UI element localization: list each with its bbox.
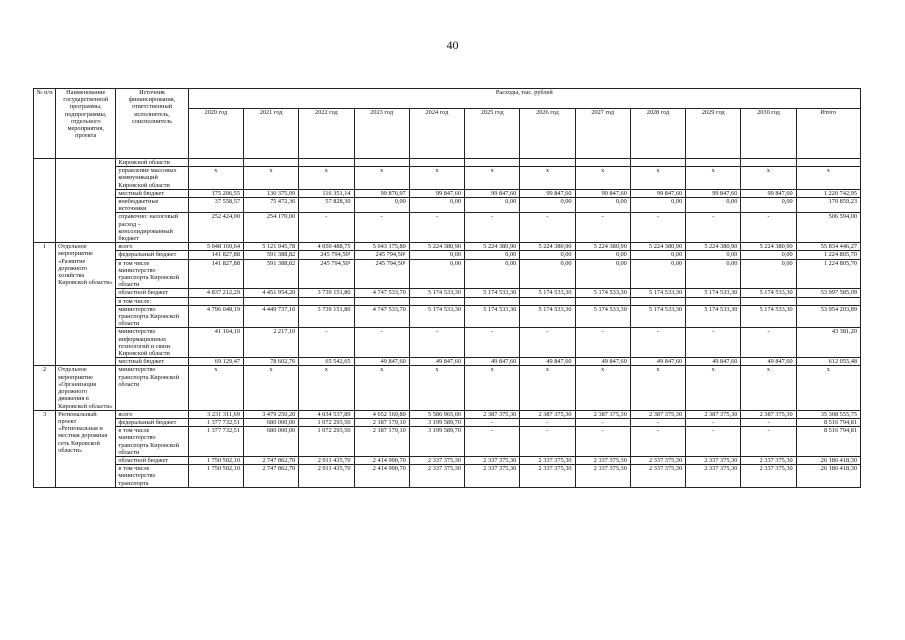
value-cell: 43 381,20 — [796, 328, 860, 358]
header-year: 2023 год — [354, 109, 409, 159]
value-cell: 99 876,97 — [354, 189, 409, 197]
value-cell: x — [686, 167, 741, 190]
header-year: 2022 год — [299, 109, 354, 159]
value-cell — [354, 297, 409, 305]
header-year: 2026 год — [520, 109, 575, 159]
value-cell: 49 847,60 — [630, 358, 685, 366]
value-cell: x — [741, 167, 796, 190]
value-cell: 99 847,60 — [409, 189, 464, 197]
table-row — [34, 410, 861, 418]
value-cell: - — [520, 213, 575, 243]
value-cell: 0,00 — [630, 259, 685, 289]
row-number: 1 — [34, 243, 56, 366]
value-cell: 1 377 732,51 — [188, 427, 243, 457]
value-cell: 506 594,00 — [796, 213, 860, 243]
value-cell: 5 174 533,30 — [630, 305, 685, 328]
value-cell: 254 170,00 — [243, 213, 298, 243]
value-cell: 245 794,50¹ — [299, 259, 354, 289]
value-cell: 2 387 375,30 — [575, 410, 630, 418]
funding-source: местный бюджет — [116, 358, 188, 366]
value-cell: 8 516 794,81 — [796, 427, 860, 457]
value-cell: 2 337 375,30 — [741, 465, 796, 488]
value-cell: 5 224 380,90 — [575, 243, 630, 251]
value-cell: 3 479 250,20 — [243, 410, 298, 418]
program-name: Отдельное мероприятие «Развитие дорожного хозяйства Кировской области» — [56, 243, 116, 366]
value-cell: 5 174 533,30 — [409, 305, 464, 328]
value-cell: - — [741, 213, 796, 243]
value-cell: 5 174 533,30 — [630, 289, 685, 297]
value-cell: 3 739 151,80 — [299, 305, 354, 328]
value-cell: 3 231 311,69 — [188, 410, 243, 418]
value-cell: 116 351,14 — [299, 189, 354, 197]
value-cell: x — [575, 167, 630, 190]
value-cell: 99 847,60 — [686, 189, 741, 197]
value-cell: 49 847,60 — [354, 358, 409, 366]
value-cell: x — [686, 366, 741, 410]
value-cell: 4 796 048,19 — [188, 305, 243, 328]
value-cell: 3 199 589,70 — [409, 418, 464, 426]
value-cell: 37 558,57 — [188, 198, 243, 213]
value-cell: 2 337 375,30 — [520, 456, 575, 464]
value-cell: 175 206,55 — [188, 189, 243, 197]
header-year: 2024 год — [409, 109, 464, 159]
row-number: 3 — [34, 410, 56, 487]
table-row — [34, 427, 861, 457]
header-year: 2027 год — [575, 109, 630, 159]
value-cell: 680 000,00 — [243, 418, 298, 426]
value-cell: 69 129,47 — [188, 358, 243, 366]
value-cell: 2 747 862,70 — [243, 465, 298, 488]
value-cell: - — [686, 328, 741, 358]
value-cell: 49 847,60 — [409, 358, 464, 366]
value-cell: 53 997 585,09 — [796, 289, 860, 297]
value-cell: 170 859,23 — [796, 198, 860, 213]
value-cell: 591 388,82 — [243, 251, 298, 259]
funding-source: министерство информационных технологий и связи Кировской области — [116, 328, 188, 358]
table-row — [34, 251, 861, 259]
budget-table — [33, 88, 861, 488]
value-cell: 0,00 — [465, 198, 520, 213]
funding-source: в том числе министерство транспорта Кировской области — [116, 259, 188, 289]
value-cell: - — [630, 328, 685, 358]
value-cell: 49 847,60 — [465, 358, 520, 366]
value-cell: 99 847,60 — [741, 189, 796, 197]
value-cell: 2 337 375,30 — [520, 465, 575, 488]
value-cell: 5 174 533,30 — [520, 305, 575, 328]
value-cell: 3 739 151,80 — [299, 289, 354, 297]
header-year: 2028 год — [630, 109, 685, 159]
funding-source: Кировской области — [116, 159, 188, 167]
funding-source: управление массовых коммуникаций Кировской области — [116, 167, 188, 190]
value-cell: x — [741, 366, 796, 410]
value-cell — [520, 297, 575, 305]
value-cell: 680 000,00 — [243, 427, 298, 457]
value-cell: 5 586 965,00 — [409, 410, 464, 418]
value-cell: x — [299, 167, 354, 190]
value-cell: 2 911 435,70 — [299, 456, 354, 464]
value-cell: 141 827,88 — [188, 251, 243, 259]
value-cell: 2 337 375,30 — [409, 456, 464, 464]
table-row — [34, 159, 861, 167]
value-cell: 1 072 293,50 — [299, 427, 354, 457]
value-cell: 2 387 375,30 — [741, 410, 796, 418]
value-cell: - — [409, 213, 464, 243]
value-cell — [630, 297, 685, 305]
value-cell: x — [354, 167, 409, 190]
value-cell: 57 828,30 — [299, 198, 354, 213]
value-cell: - — [575, 328, 630, 358]
value-cell — [243, 159, 298, 167]
value-cell — [520, 159, 575, 167]
value-cell: 2 337 375,30 — [575, 465, 630, 488]
value-cell: - — [354, 328, 409, 358]
table-row — [34, 213, 861, 243]
value-cell: 5 224 380,90 — [409, 243, 464, 251]
value-cell: 5 174 533,30 — [520, 289, 575, 297]
value-cell: 0,00 — [686, 259, 741, 289]
value-cell: 245 794,50¹ — [354, 259, 409, 289]
funding-source: внебюджетные источники — [116, 198, 188, 213]
header-year: 2021 год — [243, 109, 298, 159]
value-cell: 0,00 — [741, 259, 796, 289]
value-cell: 1 224 805,70 — [796, 251, 860, 259]
funding-source: областной бюджет — [116, 456, 188, 464]
header-expenses: Расходы, тыс. рублей — [188, 89, 860, 109]
value-cell — [796, 297, 860, 305]
value-cell: x — [520, 366, 575, 410]
value-cell: 49 847,60 — [686, 358, 741, 366]
value-cell — [188, 159, 243, 167]
value-cell: - — [520, 427, 575, 457]
value-cell: x — [188, 366, 243, 410]
value-cell: x — [409, 167, 464, 190]
value-cell: 0,00 — [630, 251, 685, 259]
page-number: 40 — [446, 38, 459, 52]
value-cell — [575, 159, 630, 167]
value-cell: 1 377 732,51 — [188, 418, 243, 426]
value-cell: 5 224 380,90 — [741, 243, 796, 251]
value-cell: 0,00 — [686, 198, 741, 213]
value-cell: - — [520, 328, 575, 358]
value-cell: - — [409, 328, 464, 358]
value-cell: 0,00 — [409, 259, 464, 289]
header-year: 2029 год — [686, 109, 741, 159]
value-cell — [630, 159, 685, 167]
value-cell: x — [409, 366, 464, 410]
value-cell: - — [465, 213, 520, 243]
value-cell: 0,00 — [465, 259, 520, 289]
program-name — [56, 159, 116, 243]
value-cell: 245 794,50¹ — [299, 251, 354, 259]
value-cell: x — [796, 167, 860, 190]
value-cell: 4 449 737,10 — [243, 305, 298, 328]
value-cell: 2 187 179,10 — [354, 418, 409, 426]
value-cell: 1 072 293,50 — [299, 418, 354, 426]
value-cell: - — [741, 427, 796, 457]
funding-source: в том числе министерство транспорта Кировской области — [116, 427, 188, 457]
value-cell: 2 387 375,30 — [630, 410, 685, 418]
table-row — [34, 189, 861, 197]
value-cell — [299, 159, 354, 167]
value-cell: 252 424,00 — [188, 213, 243, 243]
value-cell: 0,00 — [686, 251, 741, 259]
value-cell: 99 847,60 — [575, 189, 630, 197]
header-year: Итого — [796, 109, 860, 159]
value-cell: 49 847,60 — [741, 358, 796, 366]
value-cell: - — [686, 418, 741, 426]
value-cell: 0,00 — [630, 198, 685, 213]
value-cell: - — [741, 328, 796, 358]
value-cell: 49 847,60 — [575, 358, 630, 366]
value-cell — [465, 159, 520, 167]
funding-source: министерство транспорта Кировской области — [116, 305, 188, 328]
row-number — [34, 159, 56, 243]
value-cell — [741, 297, 796, 305]
table-row — [34, 297, 861, 305]
value-cell: 4 747 533,70 — [354, 305, 409, 328]
value-cell: 2 337 375,30 — [741, 456, 796, 464]
table-row — [34, 465, 861, 488]
value-cell: 2 337 375,30 — [686, 465, 741, 488]
value-cell: 0,00 — [575, 259, 630, 289]
value-cell — [409, 297, 464, 305]
funding-source: министерство транспорта Кировской области — [116, 366, 188, 410]
value-cell: x — [796, 366, 860, 410]
value-cell: 591 388,82 — [243, 259, 298, 289]
header-year: 2025 год — [465, 109, 520, 159]
value-cell: 5 174 533,30 — [686, 305, 741, 328]
value-cell: 4 050 488,75 — [299, 243, 354, 251]
funding-source: всего — [116, 410, 188, 418]
value-cell: x — [520, 167, 575, 190]
table-row — [34, 198, 861, 213]
table-row — [34, 167, 861, 190]
program-name: Региональный проект «Региональная и местная дорожная сеть Кировской области» — [56, 410, 116, 487]
value-cell — [188, 297, 243, 305]
value-cell: 2 337 375,30 — [686, 456, 741, 464]
value-cell: 35 308 555,75 — [796, 410, 860, 418]
value-cell: 5 174 533,30 — [575, 305, 630, 328]
funding-source: в том числе министерство транспорта — [116, 465, 188, 488]
value-cell: 5 174 533,30 — [409, 289, 464, 297]
value-cell: 5 174 533,30 — [741, 289, 796, 297]
value-cell: x — [630, 167, 685, 190]
value-cell — [796, 159, 860, 167]
value-cell: 2 414 990,70 — [354, 465, 409, 488]
value-cell: 8 516 794,81 — [796, 418, 860, 426]
value-cell: - — [686, 427, 741, 457]
value-cell: x — [575, 366, 630, 410]
value-cell: 2 187 179,10 — [354, 427, 409, 457]
value-cell: 1 220 742,95 — [796, 189, 860, 197]
value-cell: 0,00 — [520, 198, 575, 213]
value-cell: 78 602,76 — [243, 358, 298, 366]
value-cell: 2 217,10 — [243, 328, 298, 358]
value-cell: 41 164,10 — [188, 328, 243, 358]
value-cell: 5 121 945,78 — [243, 243, 298, 251]
value-cell: 0,00 — [575, 251, 630, 259]
value-cell: 75 472,36 — [243, 198, 298, 213]
value-cell: 55 834 446,27 — [796, 243, 860, 251]
value-cell: 2 337 375,30 — [630, 456, 685, 464]
table-row — [34, 456, 861, 464]
value-cell: x — [465, 167, 520, 190]
table-row — [34, 366, 861, 410]
value-cell: 2 414 990,70 — [354, 456, 409, 464]
value-cell: - — [575, 213, 630, 243]
value-cell: - — [354, 213, 409, 243]
value-cell: 3 199 589,70 — [409, 427, 464, 457]
value-cell: 2 337 375,30 — [465, 456, 520, 464]
value-cell: 2 911 435,70 — [299, 465, 354, 488]
table-row — [34, 289, 861, 297]
value-cell: x — [354, 366, 409, 410]
value-cell: 0,00 — [741, 251, 796, 259]
value-cell: 5 043 175,80 — [354, 243, 409, 251]
value-cell — [465, 297, 520, 305]
value-cell: x — [243, 366, 298, 410]
value-cell: 99 847,60 — [520, 189, 575, 197]
value-cell: 99 847,60 — [465, 189, 520, 197]
value-cell: 2 387 375,30 — [686, 410, 741, 418]
value-cell — [575, 297, 630, 305]
value-cell: 2 387 375,30 — [465, 410, 520, 418]
value-cell: 99 847,60 — [630, 189, 685, 197]
value-cell — [741, 159, 796, 167]
value-cell: 2 337 375,30 — [409, 465, 464, 488]
header-num: № п/п — [34, 89, 56, 159]
value-cell — [686, 297, 741, 305]
value-cell: 245 794,50¹ — [354, 251, 409, 259]
value-cell: 4 837 212,29 — [188, 289, 243, 297]
value-cell: 5 224 380,90 — [630, 243, 685, 251]
value-cell: 26 186 418,30 — [796, 456, 860, 464]
value-cell: - — [465, 418, 520, 426]
funding-source: местный бюджет — [116, 189, 188, 197]
value-cell: 0,00 — [409, 198, 464, 213]
value-cell: 5 048 169,64 — [188, 243, 243, 251]
value-cell: 1 750 502,10 — [188, 465, 243, 488]
value-cell: 2 337 375,30 — [465, 465, 520, 488]
value-cell: 0,00 — [520, 251, 575, 259]
value-cell: - — [575, 427, 630, 457]
value-cell: - — [630, 418, 685, 426]
value-cell: 2 337 375,30 — [630, 465, 685, 488]
value-cell: 0,00 — [354, 198, 409, 213]
value-cell: - — [520, 418, 575, 426]
table-row — [34, 418, 861, 426]
header-year: 2030 год — [741, 109, 796, 159]
value-cell: 49 847,60 — [520, 358, 575, 366]
value-cell: 4 747 533,70 — [354, 289, 409, 297]
value-cell: 53 954 203,89 — [796, 305, 860, 328]
value-cell: 612 055,48 — [796, 358, 860, 366]
value-cell: 0,00 — [409, 251, 464, 259]
value-cell: x — [188, 167, 243, 190]
value-cell: - — [630, 213, 685, 243]
row-number: 2 — [34, 366, 56, 410]
table-row — [34, 305, 861, 328]
value-cell: 5 174 533,30 — [465, 289, 520, 297]
value-cell: 5 174 533,30 — [741, 305, 796, 328]
table-row — [34, 259, 861, 289]
funding-source: федеральный бюджет — [116, 418, 188, 426]
funding-source: справочно: налоговый расход – консолидированный бюджет — [116, 213, 188, 243]
value-cell: 0,00 — [465, 251, 520, 259]
value-cell: 5 224 380,90 — [465, 243, 520, 251]
value-cell: - — [465, 328, 520, 358]
value-cell: 0,00 — [741, 198, 796, 213]
value-cell: - — [575, 418, 630, 426]
value-cell: 5 174 533,30 — [686, 289, 741, 297]
value-cell: 4 034 537,89 — [299, 410, 354, 418]
value-cell: 0,00 — [575, 198, 630, 213]
value-cell: 5 224 380,90 — [686, 243, 741, 251]
value-cell — [243, 297, 298, 305]
value-cell: 4 451 954,20 — [243, 289, 298, 297]
table-row — [34, 243, 861, 251]
value-cell: - — [465, 427, 520, 457]
value-cell: x — [465, 366, 520, 410]
value-cell: 130 375,09 — [243, 189, 298, 197]
value-cell: x — [299, 366, 354, 410]
value-cell: 5 174 533,30 — [465, 305, 520, 328]
funding-source: федеральный бюджет — [116, 251, 188, 259]
value-cell: 141 827,88 — [188, 259, 243, 289]
header-source: Источник финансирования, ответственный исполнитель, соисполнитель — [116, 89, 188, 159]
value-cell: 5 224 380,90 — [520, 243, 575, 251]
value-cell: 4 652 169,80 — [354, 410, 409, 418]
header-name: Наименование государственной программы, подпрограммы, отдельного мероприятия, проекта — [56, 89, 116, 159]
value-cell: 1 224 805,70 — [796, 259, 860, 289]
value-cell: - — [299, 213, 354, 243]
funding-source: всего — [116, 243, 188, 251]
value-cell — [354, 159, 409, 167]
value-cell: - — [630, 427, 685, 457]
table-row — [34, 358, 861, 366]
value-cell: 2 747 862,70 — [243, 456, 298, 464]
value-cell: 2 337 375,30 — [575, 456, 630, 464]
value-cell — [299, 297, 354, 305]
funding-source: областной бюджет — [116, 289, 188, 297]
value-cell: - — [741, 418, 796, 426]
value-cell: x — [630, 366, 685, 410]
table-row — [34, 328, 861, 358]
value-cell: 5 174 533,30 — [575, 289, 630, 297]
value-cell — [409, 159, 464, 167]
value-cell: 0,00 — [520, 259, 575, 289]
value-cell: 1 750 502,10 — [188, 456, 243, 464]
header-year: 2020 год — [188, 109, 243, 159]
funding-source: в том числе: — [116, 297, 188, 305]
value-cell: x — [243, 167, 298, 190]
value-cell — [686, 159, 741, 167]
value-cell: 65 542,65 — [299, 358, 354, 366]
program-name: Отдельное мероприятие «Организация дорожного движения в Кировской области» — [56, 366, 116, 410]
value-cell: - — [299, 328, 354, 358]
value-cell: 26 186 418,30 — [796, 465, 860, 488]
value-cell: - — [686, 213, 741, 243]
value-cell: 2 387 375,30 — [520, 410, 575, 418]
